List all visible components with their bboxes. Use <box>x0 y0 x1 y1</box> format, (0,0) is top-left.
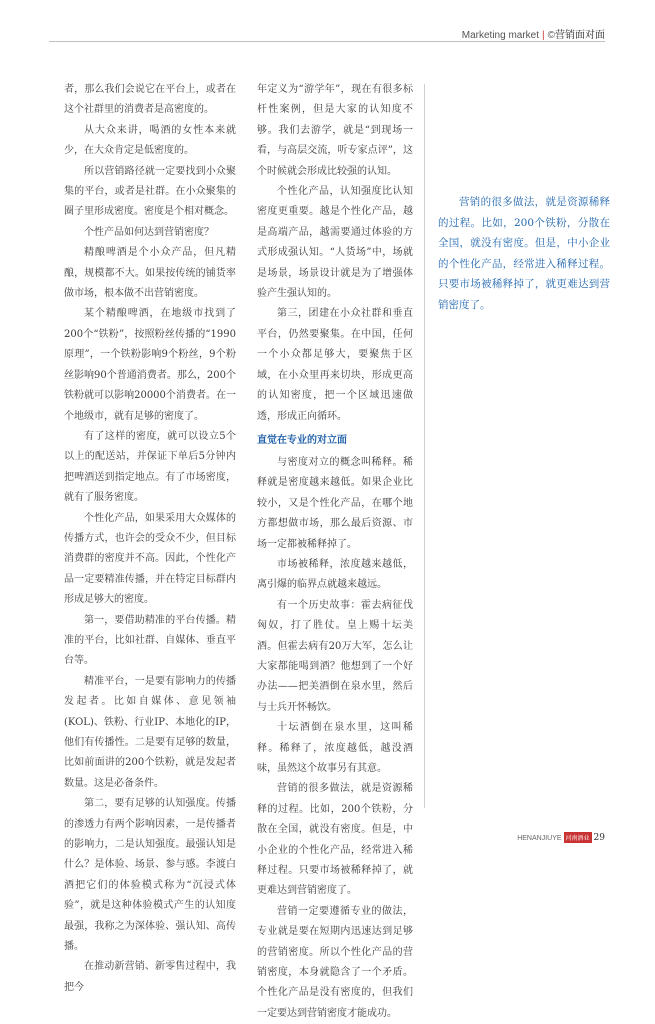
header-rule <box>49 41 605 42</box>
article-column-2 <box>257 80 413 1024</box>
paragraph: 在推动新营销、新零售过程中，我把今 <box>64 961 236 993</box>
paragraph: 者，那么我们会说它在平台上，或者在这个社群里的消费者是高密度的。 <box>64 84 236 116</box>
paragraph: 第一，要借助精准的平台传播。精准的平台，比如社群、自媒体、垂直平台等。 <box>64 614 236 667</box>
paragraph: 有了这样的密度，就可以设立5个以上的配送站，并保证下单后5分钟内把啤酒送到指定地点。有了市场密度，就有了服务密度。 <box>64 430 236 504</box>
section-title-cn: 营销面对面 <box>555 30 605 41</box>
page-number: 29 <box>593 833 605 843</box>
paragraph: 年定义为“游学年”，现在有很多标杆性案例，但是大家的认知度不够。我们去游学，就是“到现场一看，与高层交流，听专家点评”，这个时候就会形成比较强的认知。 <box>257 84 413 177</box>
section-title-en: Marketing market <box>461 30 540 41</box>
paragraph: 营销一定要遵循专业的做法，专业就是要在短期内迅速达到足够的营销密度。所以个性化产品的营销密度，本身就隐含了一个矛盾。个性化产品是没有密度的，但我们一定要达到营销密度才能成功。 <box>257 905 413 1019</box>
magazine-name: HENANJIUYE <box>517 835 562 842</box>
paragraph: 精准平台，一是要有影响力的传播发起者。比如自媒体、意见领袖(KOL)、铁粉、行业IP、本地化的IP，他们有传播性。二是要有足够的数量，比如前面讲的200个铁粉，就是发起者数量。这是必备条件。 <box>64 675 236 789</box>
paragraph: 从大众来讲，喝酒的女性本来就少，在大众肯定是低密度的。 <box>64 124 236 157</box>
column-divider <box>424 84 425 808</box>
header-separator: | <box>542 30 545 41</box>
page-footer <box>517 832 605 843</box>
paragraph: 十坛酒倒在泉水里，这叫稀释。稀释了，浓度越低，越没酒味，虽然这个故事另有其意。 <box>257 722 413 774</box>
copyright-mark: © <box>547 30 555 41</box>
section-heading: 直觉在专业的对立面 <box>257 434 347 446</box>
pull-quote <box>438 192 610 315</box>
paragraph: 个性化产品，认知强度比认知密度更重要。越是个性化产品，越是高端产品，越需要通过体验的方式形成强认知。“人货场”中，场就是场景，场景设计就是为了增强体验产生强认知的。 <box>257 186 413 300</box>
article-column-1 <box>64 80 236 998</box>
paragraph: 第三，团建在小众社群和垂直平台，仍然要聚集。在中国，任何一个小众都足够大，要聚焦于区域，在小众里再来切块，形成更高的认知密度，把一个区域迅速做透，形成正向循环。 <box>257 308 413 422</box>
paragraph: 个性化产品，如果采用大众媒体的传播方式，也许会的受众不少，但目标消费群的密度并不高。因此，个性化产品一定要精准传播，并在特定目标群内形成足够大的密度。 <box>64 512 236 606</box>
paragraph: 个性产品如何达到营销密度？ <box>84 226 214 238</box>
paragraph: 与密度对立的概念叫稀释。稀释就是密度越来越低。如果企业比较小，又是个性化产品，在哪个地方都想做市场，那么最后资源、市场一定都被稀释掉了。 <box>257 456 413 550</box>
paragraph: 有一个历史故事：霍去病征伐匈奴，打了胜仗。皇上赐十坛美酒。但霍去病有20万大军，怎么让大家都能喝到酒？他想到了一个好办法——把美酒倒在泉水里，然后与士兵开怀畅饮。 <box>257 599 413 713</box>
paragraph: 第二，要有足够的认知强度。传播的渗透力有两个影响因素，一是传播者的影响力，二是认知强度。最强认知是什么？是体验、场景、参与感。李渡白酒把它们的体验模式称为“沉浸式体验”，就是这种体验模式产生的认知度最强，我称之为深体验、强认知、高传播。 <box>64 798 236 953</box>
paragraph: 营销的很多做法，就是资源稀释的过程。比如，200个铁粉，分散在全国，就没有密度。但是，中小企业的个性化产品，经常进入稀释过程。只要市场被稀释掉了，就更难达到营销密度了。 <box>257 783 413 897</box>
paragraph: 精酿啤酒是个小众产品，但凡精酿，规模都不大。如果按传统的铺货率做市场，根本做不出营销密度。 <box>64 247 236 300</box>
paragraph: 市场被稀释，浓度越来越低，离引爆的临界点就越来越远。 <box>257 558 413 591</box>
page-header <box>462 26 605 41</box>
paragraph: 所以营销路径就一定要找到小众聚集的平台，或者是社群。在小众聚集的圈子里形成密度。密度是个相对概念。 <box>64 165 236 218</box>
pull-quote-text: 营销的很多做法，就是资源稀释的过程。比如，200个铁粉，分散在全国，就没有密度。但是，中小企业的个性化产品，经常进入稀释过程。只要市场被稀释掉了，就更难达到营销密度了。 <box>438 196 610 311</box>
magazine-badge: 河南酒业 <box>564 832 592 843</box>
paragraph: 某个精酿啤酒，在地级市找到了200个“铁粉”，按照粉丝传播的“1990原理”，一个铁粉影响9个粉丝，9个粉丝影响90个普通消费者。那么，200个铁粉就可以影响20000个消费者。在一个地级市，就有足够的密度了。 <box>64 308 236 422</box>
